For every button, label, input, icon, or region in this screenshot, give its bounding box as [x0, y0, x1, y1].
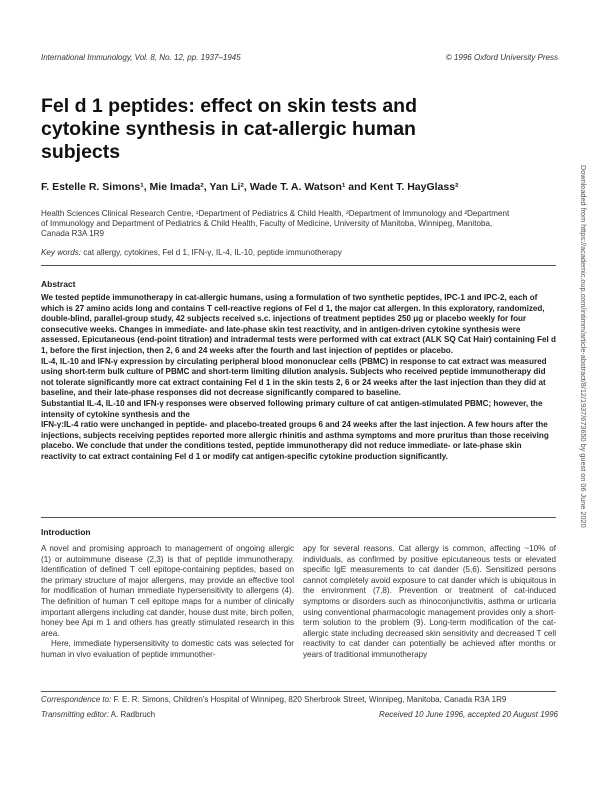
introduction-column-right	[303, 544, 556, 661]
abstract-body	[41, 293, 556, 463]
abstract-heading: Abstract	[41, 279, 76, 289]
download-watermark-text: Downloaded from https://academic.oup.com/intimm/article-abstract/8/12/1937/673650 by guest on 06 June 2020	[579, 165, 588, 528]
transmitting-text: A. Radbruch	[110, 710, 156, 719]
abstract-paragraph: IFN-γ:IL-4 ratio were unchanged in peptide- and placebo-treated groups 6 and 24 weeks after the last injection. A few hours after the injections, subjects receiving peptides reported more allergic rhinitis and asthma symptoms and more pruritus than those receiving placebo. We conclude that under the conditions tested, peptide immunotherapy did not reduce immediate- or late-phase skin reactivity to cat extract containing Fel d 1 or modify cat antigen-specific cytokine production significantly.	[41, 420, 549, 461]
keywords	[41, 248, 521, 257]
divider-abstract	[41, 517, 556, 518]
correspondence-text: F. E. R. Simons, Children's Hospital of Winnipeg, 820 Sherbrook Street, Winnipeg, Manitoba, Canada R3A 1R9	[113, 695, 507, 704]
intro-paragraph: A novel and promising approach to management of ongoing allergic (1) or autoimmune disease (2,3) is that of peptide immunotherapy. Identification of defined T cell epitope-containing peptides, based on the primary structure of major allergens, may provide an effective tool for modification of human immediate hypersensitivity to allergens (4). The definition of human T cell epitope maps for a number of clinically important allergens including cat dander, house dust mite, birch pollen, honey bee Api m 1 and others has greatly stimulated research in this area.	[41, 544, 294, 638]
intro-paragraph: Here, immediate hypersensitivity to domestic cats was selected for human in vivo evaluation of peptide immunother-	[41, 639, 294, 659]
introduction-column-left	[41, 544, 294, 661]
keywords-label: Key words:	[41, 248, 82, 257]
transmitting-editor	[41, 710, 155, 719]
divider-top	[41, 265, 556, 266]
download-watermark	[580, 165, 590, 665]
footnote-divider	[41, 691, 556, 692]
keywords-text: cat allergy, cytokines, Fel d 1, IFN-γ, IL-4, IL-10, peptide immunotherapy	[83, 248, 342, 257]
abstract-paragraph: IL-4, IL-10 and IFN-γ expression by circulating peripheral blood mononuclear cells (PBMC) in response to cat extract was measured using short-term bulk culture of PBMC and short-term limiting dilution analysis. Subjects who received peptide immunotherapy did not tolerate significantly more cat extract containing Fel d 1 in the skin tests 2, 6 or 24 weeks after the last injection than they did at baseline, and their late-phase responses did not decrease significantly compared to baseline.	[41, 356, 547, 398]
author-list: F. Estelle R. Simons¹, Mie Imada², Yan Li², Wade T. A. Watson¹ and Kent T. HayGlass²	[41, 181, 459, 193]
journal-citation: International Immunology, Vol. 8, No. 12, pp. 1937–1945	[41, 53, 241, 62]
correspondence-label: Correspondence to:	[41, 695, 112, 704]
received-dates: Received 10 June 1996, accepted 20 August 1996	[379, 710, 558, 719]
affiliations: Health Sciences Clinical Research Centre, ¹Department of Pediatrics & Child Health, ²Department of Immunology and ²Department of Immunology and Department of Pediatrics & Child Health, Faculty of Medicine, University of Manitoba, Winnipeg, Manitoba, Canada R3A 1R9	[41, 209, 510, 238]
article-title: Fel d 1 peptides: effect on skin tests and cytokine synthesis in cat-allergic human subjects	[41, 95, 417, 163]
introduction-heading: Introduction	[41, 527, 91, 537]
publisher-copyright: © 1996 Oxford University Press	[445, 53, 558, 62]
correspondence-note	[41, 695, 556, 704]
abstract-paragraph: Substantial IL-4, IL-10 and IFN-γ responses were observed following primary culture of cat antigen-stimulated PBMC; however, the intensity of cytokine synthesis and the	[41, 398, 543, 419]
abstract-paragraph: We tested peptide immunotherapy in cat-allergic humans, using a formulation of two synthetic peptides, IPC-1 and IPC-2, each of which is 27 amino acids long and contains T cell-reactive regions of Fel d 1, the major cat allergen. In this exploratory, randomized, double-blind, parallel-group study, 42 subjects received s.c. injections of treatment peptides 250 μg or placebo weekly for four consecutive weeks. Changes in immediate- and late-phase skin test reactivity, and in antigen-driven cytokine synthesis were assessed. Epicutaneous (end-point titration) and intradermal tests were performed with cat extract (ALK SQ Cat Hair) containing Fel d 1, before the first injection, then 2, 6 and 24 weeks after the fourth and last injection of peptides or placebo.	[41, 293, 556, 355]
intro-paragraph: apy for several reasons. Cat allergy is common, affecting ~10% of individuals, as confirmed by positive epicutaneous tests or elevated specific IgE measurements to cat dander (5,6). Sensitized persons cannot completely avoid exposure to cat dander which is ubiquitous in the environment (7,8). Prevention or treatment of cat-induced symptoms or disorders such as rhinoconjunctivitis, asthma or urticaria using conventional pharmacologic management provides only a short-term solution to the problem (9). Long-term modification of the cat-allergic state including decreased skin sensitivity and decreased T cell reactivity to cat dander can potentially be achieved after months or years of traditional immunotherapy	[303, 544, 556, 659]
transmitting-label: Transmitting editor:	[41, 710, 109, 719]
